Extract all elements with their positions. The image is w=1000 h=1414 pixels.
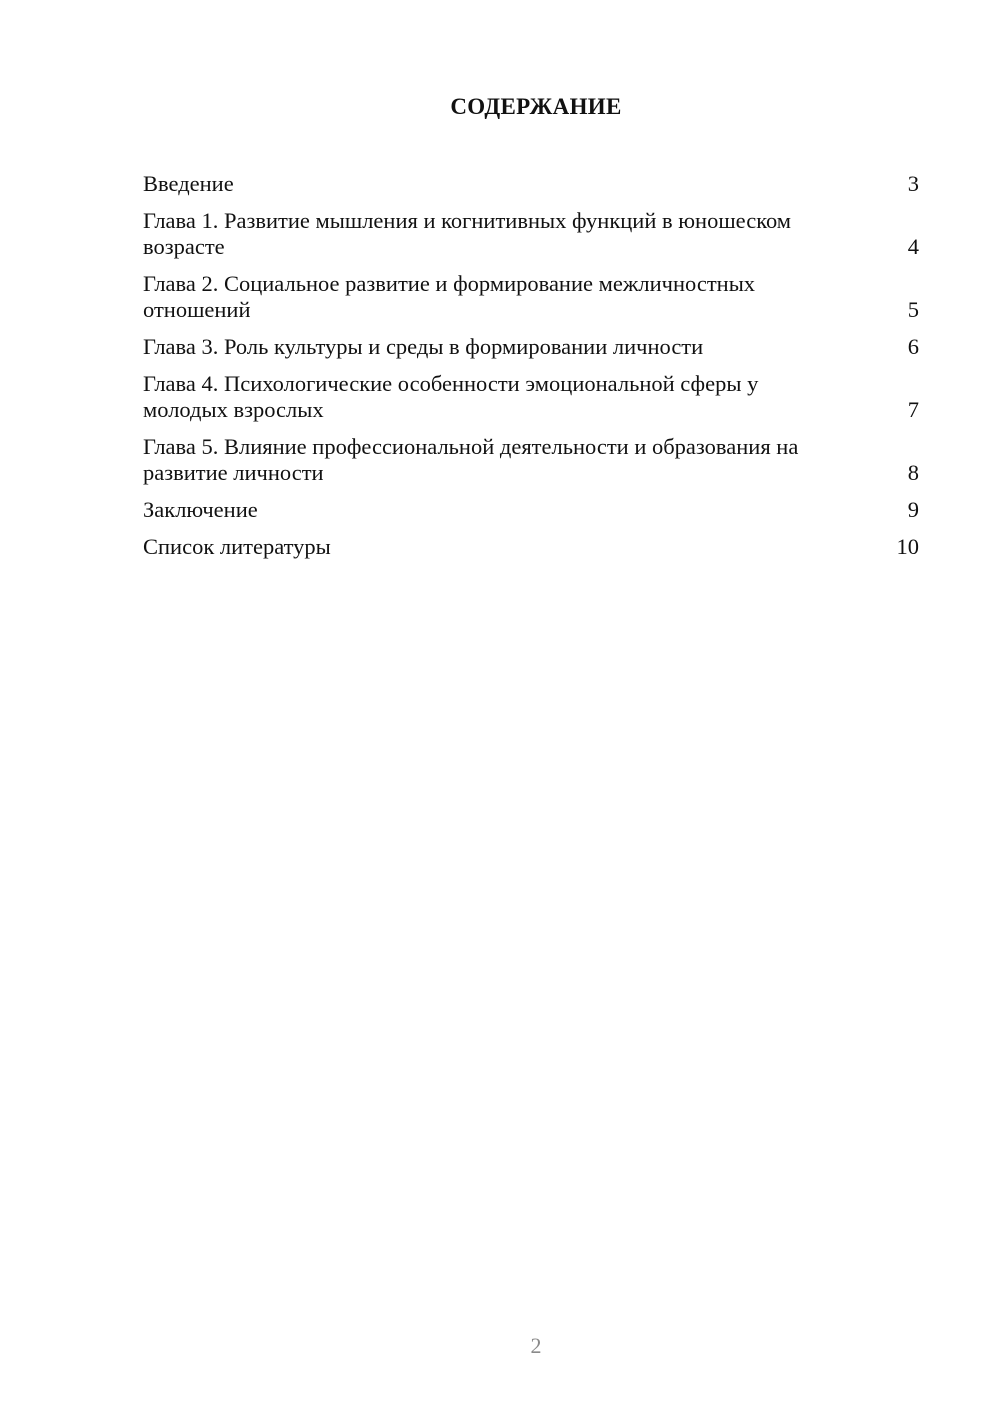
toc-entry-chapter-2 bbox=[143, 271, 919, 323]
toc-entry-label: Глава 1. Развитие мышления и когнитивных функций в юношеском возрасте bbox=[143, 208, 792, 259]
toc-entry-page: 9 bbox=[907, 497, 919, 522]
toc-entry-references bbox=[143, 534, 919, 560]
toc-entry-chapter-5 bbox=[143, 434, 919, 486]
toc-entry-chapter-3 bbox=[143, 334, 919, 360]
toc-entry-chapter-4 bbox=[143, 371, 919, 423]
toc-entry-label: Глава 2. Социальное развитие и формирование межличностных отношений bbox=[143, 271, 756, 322]
page-number: 2 bbox=[530, 1333, 542, 1358]
toc-entry-label: Глава 3. Роль культуры и среды в формировании личности bbox=[143, 334, 704, 359]
toc-entry-label: Заключение bbox=[143, 497, 258, 522]
toc-entry-conclusion bbox=[143, 497, 919, 523]
toc-entry-label: Глава 4. Психологические особенности эмоциональной сферы у молодых взрослых bbox=[143, 371, 759, 422]
toc-entry-label: Глава 5. Влияние профессиональной деятельности и образования на развитие личности bbox=[143, 434, 799, 485]
toc-entry-label: Список литературы bbox=[143, 534, 331, 559]
toc-entry-page: 5 bbox=[907, 297, 919, 322]
toc-entry-page: 4 bbox=[907, 234, 919, 259]
toc-entry-page: 3 bbox=[907, 171, 919, 196]
toc-entry-page: 10 bbox=[896, 534, 919, 559]
toc-entry-page: 6 bbox=[907, 334, 919, 359]
toc-entry-chapter-1 bbox=[143, 208, 919, 260]
table-of-contents bbox=[143, 171, 919, 571]
page-title: СОДЕРЖАНИЕ bbox=[450, 94, 622, 119]
toc-entry-page: 8 bbox=[907, 460, 919, 485]
toc-entry-page: 7 bbox=[907, 397, 919, 422]
toc-entry-label: Введение bbox=[143, 171, 234, 196]
toc-entry-introduction bbox=[143, 171, 919, 197]
